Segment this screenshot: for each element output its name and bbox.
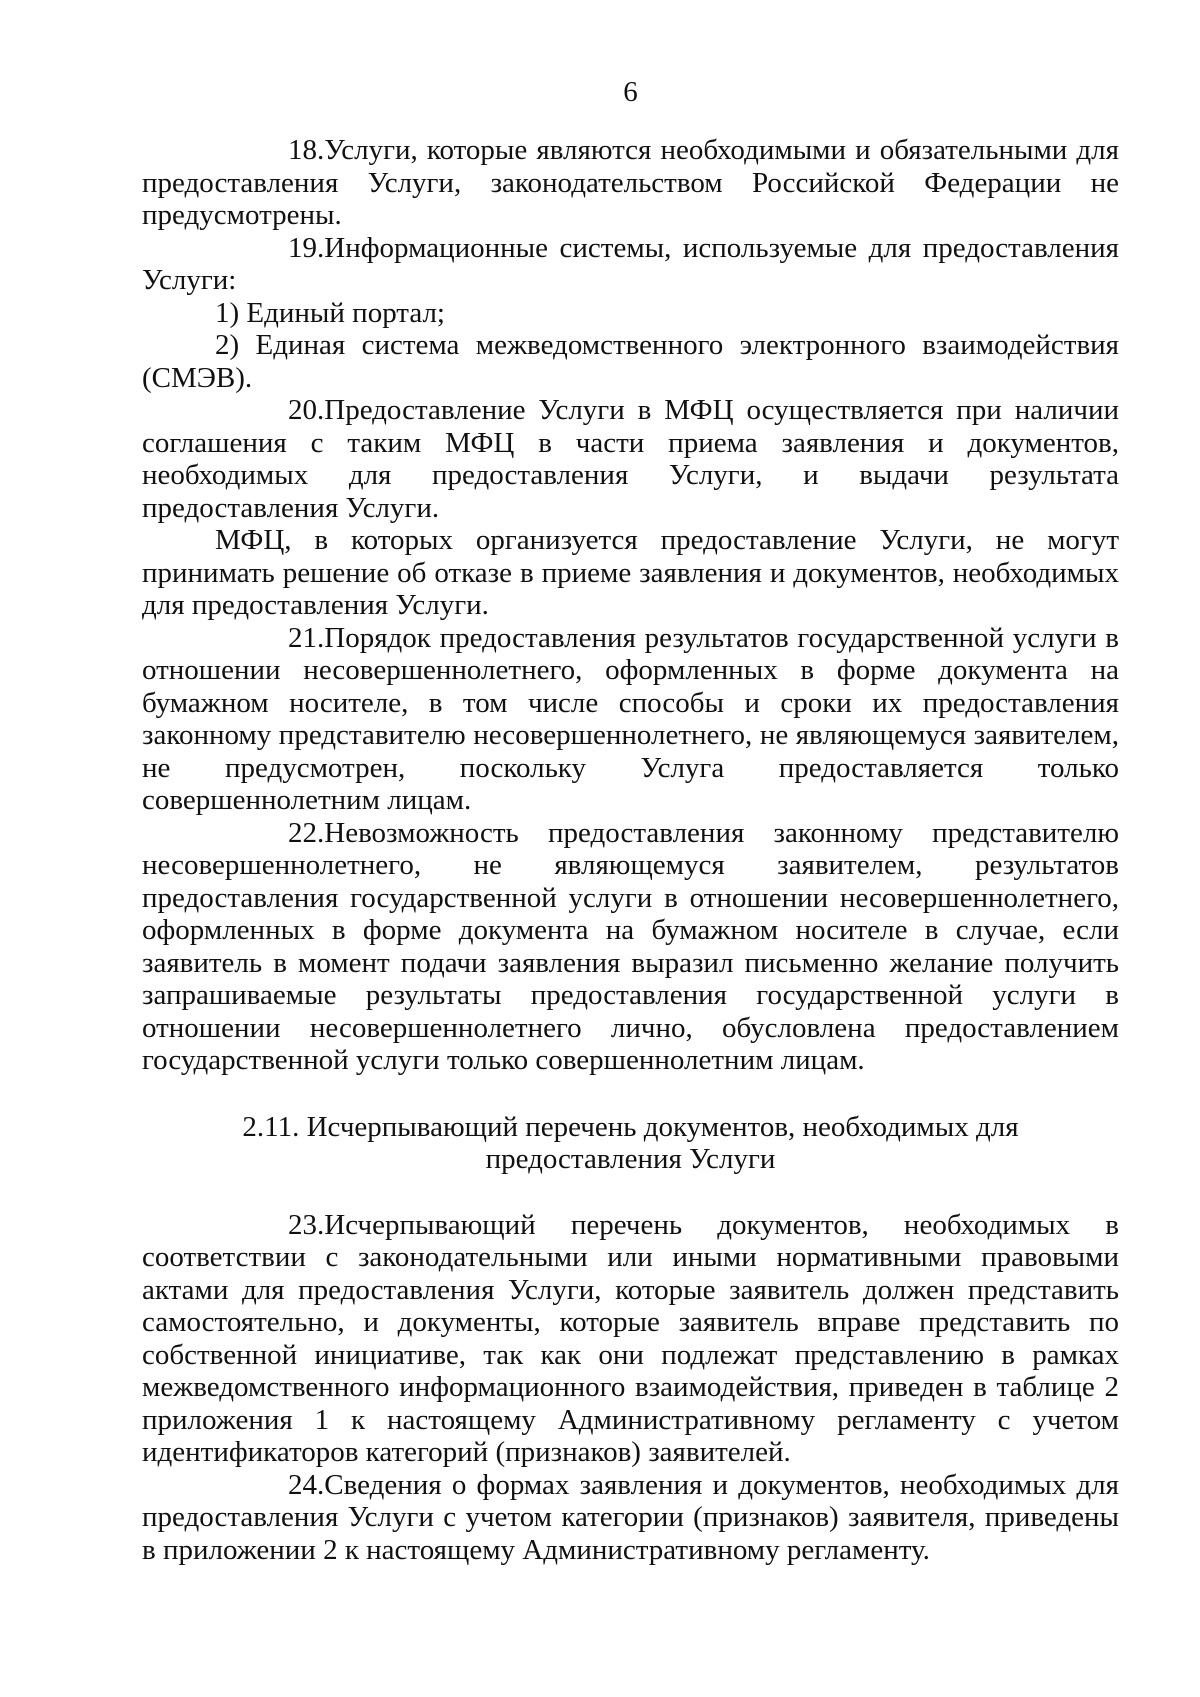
list-item-2 bbox=[142, 329, 1119, 394]
paragraph-text: Услуги, которые являются необходимыми и обязательными для предоставления Услуги, законодательством Российской Федерации не предусмотрены. bbox=[142, 134, 1119, 231]
paragraph-number: 23. bbox=[288, 1208, 325, 1241]
paragraph-20 bbox=[142, 394, 1119, 524]
list-item-1 bbox=[142, 297, 1119, 330]
paragraph-text: Невозможность предоставления законному представителю несовершеннолетнего, не являющемуся заявителем, результатов предоставления государственной услуги в отношении несовершеннолетнего, оформленных в форме документа на бумажном носителе в случае, если заявитель в момент подачи заявления выразил письменно желание получить запрашиваемые результаты предоставления государственной услуги в отношении несовершеннолетнего лично, обусловлена предоставлением государственной услуги только совершеннолетним лицам. bbox=[142, 816, 1119, 1076]
paragraph-number: 20. bbox=[288, 394, 325, 426]
paragraph-text: Исчерпывающий перечень документов, необходимых в соответствии с законодательными или иными нормативными правовыми актами для предоставления Услуги, которые заявитель должен представить самостоятельно, и документы, которые заявитель вправе представить по собственной инициативе, так как они подлежат представлению в рамках межведомственного информационного взаимодействия, приведен в таблице 2 приложения 1 к настоящему Административному регламенту с учетом идентификаторов категорий (признаков) заявителей. bbox=[142, 1208, 1119, 1468]
page-number: 6 bbox=[623, 76, 638, 108]
list-item-text: 1) Единый портал; bbox=[215, 296, 445, 329]
paragraph-number: 22. bbox=[288, 816, 325, 849]
paragraph-number: 24. bbox=[288, 1468, 325, 1501]
paragraph-21 bbox=[142, 622, 1119, 817]
list-item-text: 2) Единая система межведомственного электронного взаимодействия (СМЭВ). bbox=[142, 329, 1119, 394]
paragraph-19 bbox=[142, 232, 1119, 297]
paragraph-mfc bbox=[142, 524, 1119, 622]
paragraph-number: 19. bbox=[288, 231, 325, 264]
paragraph-24 bbox=[142, 1469, 1119, 1567]
document-body bbox=[142, 134, 1119, 1566]
paragraph-22 bbox=[142, 817, 1119, 1077]
paragraph-18 bbox=[142, 134, 1119, 232]
paragraph-text: МФЦ, в которых организуется предоставление Услуги, не могут принимать решение об отказе в приеме заявления и документов, необходимых для предоставления Услуги. bbox=[142, 524, 1119, 621]
paragraph-number: 18. bbox=[288, 134, 325, 166]
paragraph-text: Предоставление Услуги в МФЦ осуществляется при наличии соглашения с таким МФЦ в части приема заявления и документов, необходимых для предоставления Услуги, и выдачи результата предоставления Услуги. bbox=[142, 394, 1119, 524]
paragraph-text: Сведения о формах заявления и документов, необходимых для предоставления Услуги с учетом категории (признаков) заявителя, приведены в приложении 2 к настоящему Административному регламенту. bbox=[142, 1468, 1119, 1566]
paragraph-23 bbox=[142, 1209, 1119, 1469]
paragraph-text: Информационные системы, используемые для предоставления Услуги: bbox=[142, 231, 1119, 296]
paragraph-number: 21. bbox=[288, 621, 325, 654]
paragraph-text: Порядок предоставления результатов государственной услуги в отношении несовершеннолетнего, оформленных в форме документа на бумажном носителе, в том числе способы и сроки их предоставления законному представителю несовершеннолетнего, не являющемуся заявителем, не предусмотрен, поскольку Услуга предоставляется только совершеннолетним лицам. bbox=[142, 621, 1119, 816]
section-heading: 2.11. Исчерпывающий перечень документов, необходимых для предоставления Услуги bbox=[242, 1110, 1019, 1175]
